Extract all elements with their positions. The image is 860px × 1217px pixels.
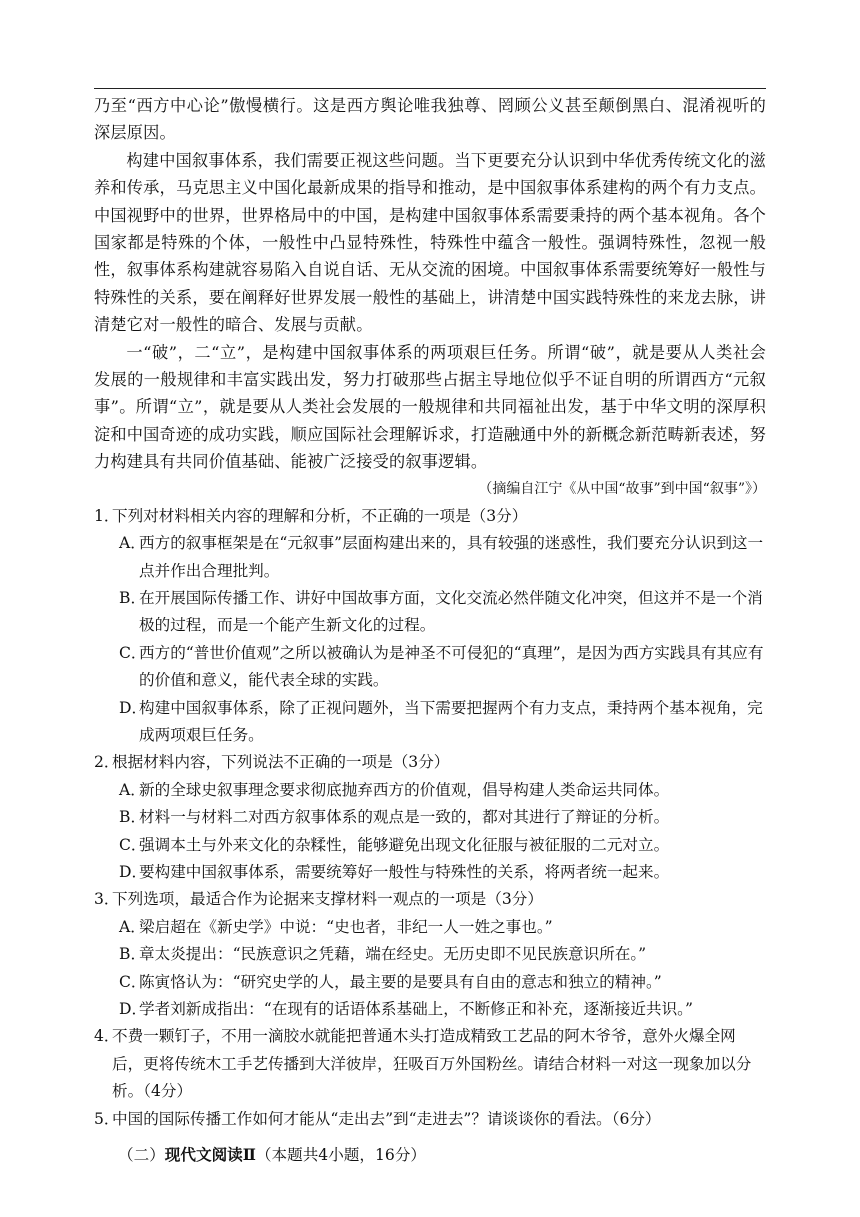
option-1c bbox=[94, 640, 766, 695]
option-text: 西方的叙事框架是在“元叙事”层面构建出来的，具有较强的迷惑性，我们要充分认识到这一点并作出合理批判。 bbox=[139, 534, 764, 580]
option-text: 陈寅恪认为：“研究史学的人，最主要的是要具有自由的意志和独立的精神。” bbox=[139, 972, 662, 991]
question-2 bbox=[94, 749, 766, 886]
option-text: 新的全球史叙事理念要求彻底抛弃西方的价值观，倡导构建人类命运共同体。 bbox=[139, 780, 670, 799]
option-text: 西方的“普世价值观”之所以被确认为是神圣不可侵犯的“真理”，是因为西方实践具有其应有的价值和意义，能代表全球的实践。 bbox=[139, 643, 764, 690]
option-3d bbox=[94, 996, 766, 1023]
question-text: 中国的国际传播工作如何才能从“走出去”到“走进去”？请谈谈你的看法。（6分） bbox=[112, 1109, 661, 1128]
option-2c bbox=[94, 832, 766, 859]
option-label: A． bbox=[119, 780, 146, 799]
option-text: 要构建中国叙事体系，需要统筹好一般性与特殊性的关系，将两者统一起来。 bbox=[139, 862, 670, 881]
option-label: C． bbox=[119, 972, 147, 991]
option-text: 强调本土与外来文化的杂糅性，能够避免出现文化征服与被征服的二元对立。 bbox=[139, 835, 670, 854]
option-label: D． bbox=[119, 862, 148, 881]
passage-paragraph-1: 乃至“西方中心论”傲慢横行。这是西方舆论唯我独尊、罔顾公义甚至颠倒黑白、混淆视听的深层原因。 bbox=[94, 96, 766, 143]
option-text: 材料一与材料二对西方叙事体系的观点是一致的，都对其进行了辩证的分析。 bbox=[139, 808, 670, 827]
section-note: （本题共4小题，16分） bbox=[255, 1146, 427, 1165]
option-text: 章太炎提出：“民族意识之凭藉，端在经史。无历史即不见民族意识所在。” bbox=[139, 945, 647, 964]
option-1a bbox=[94, 530, 766, 585]
passage-source: （摘编自江宁《从中国“故事”到中国“叙事”》） bbox=[478, 480, 766, 497]
question-text: 不费一颗钉子，不用一滴胶水就能把普通木头打造成精致工艺品的阿木爷爷，意外火爆全网后，更将传统木工手艺传播到大洋彼岸，狂吸百万外国粉丝。请结合材料一对这一现象加以分析。（4分） bbox=[112, 1027, 752, 1101]
option-1d bbox=[94, 695, 766, 750]
option-2a bbox=[94, 777, 766, 804]
question-1 bbox=[94, 503, 766, 750]
page-content bbox=[94, 92, 766, 1171]
question-number: 5． bbox=[94, 1109, 120, 1128]
question-stem bbox=[94, 749, 766, 776]
option-3a bbox=[94, 914, 766, 941]
question-text: 下列选项，最适合作为论据来支撑材料一观点的一项是（3分） bbox=[112, 890, 543, 909]
option-2b bbox=[94, 804, 766, 831]
section-heading bbox=[118, 1139, 766, 1171]
question-stem bbox=[94, 1106, 766, 1133]
question-number: 4． bbox=[94, 1027, 120, 1046]
section-prefix: （二） bbox=[118, 1146, 165, 1165]
option-label: B． bbox=[119, 945, 147, 964]
question-text: 下列对材料相关内容的理解和分析，不正确的一项是（3分） bbox=[112, 506, 528, 525]
question-4 bbox=[94, 1023, 766, 1105]
question-stem bbox=[94, 1023, 766, 1105]
option-2d bbox=[94, 859, 766, 886]
question-stem bbox=[94, 886, 766, 913]
question-number: 3． bbox=[94, 890, 120, 909]
header-rule bbox=[94, 88, 766, 89]
option-3c bbox=[94, 969, 766, 996]
question-text: 根据材料内容，下列说法不正确的一项是（3分） bbox=[112, 753, 450, 772]
option-text: 在开展国际传播工作、讲好中国故事方面，文化交流必然伴随文化冲突，但这并不是一个消极的过程，而是一个能产生新文化的过程。 bbox=[139, 588, 763, 635]
question-stem bbox=[94, 503, 766, 530]
option-label: D． bbox=[119, 1000, 148, 1018]
option-text: 学者刘新成指出：“在现有的话语体系基础上，不断修正和补充，逐渐接近共识。” bbox=[139, 1000, 693, 1018]
question-number: 1． bbox=[94, 506, 120, 525]
option-label: C． bbox=[119, 835, 147, 854]
option-text: 梁启超在《新史学》中说：“史也者，非纪一人一姓之事也。” bbox=[139, 917, 553, 936]
option-label: B． bbox=[119, 808, 147, 827]
option-1b bbox=[94, 585, 766, 640]
option-label: A． bbox=[119, 534, 146, 553]
question-5 bbox=[94, 1106, 766, 1133]
section-title: 现代文阅读Ⅱ bbox=[164, 1145, 256, 1165]
option-label: D． bbox=[119, 698, 148, 717]
passage-paragraph-3: 一“破”，二“立”，是构建中国叙事体系的两项艰巨任务。所谓“破”，就是要从人类社会发展的一般规律和丰富实践出发，努力打破那些占据主导地位似乎不证自明的所谓西方“元叙事”。所谓“立”，就是要从人类社会发展的一般规律和共同福祉出发，基于中华文明的深厚积淀和中国奇迹的成功实践，顺应国际社会理解诉求，打造融通中外的新概念新范畴新表述，努力构建具有共同价值基础、能被广泛接受的叙事逻辑。 bbox=[94, 342, 766, 472]
option-label: B． bbox=[119, 588, 147, 607]
option-label: C． bbox=[119, 643, 147, 662]
option-text: 构建中国叙事体系，除了正视问题外，当下需要把握两个有力支点，秉持两个基本视角，完成两项艰巨任务。 bbox=[139, 698, 763, 744]
option-label: A． bbox=[119, 917, 146, 936]
option-3b bbox=[94, 941, 766, 968]
question-number: 2． bbox=[94, 753, 120, 772]
passage-paragraph-2: 构建中国叙事体系，我们需要正视这些问题。当下更要充分认识到中华优秀传统文化的滋养和传承，马克思主义中国化最新成果的指导和推动，是中国叙事体系建构的两个有力支点。中国视野中的世界，世界格局中的中国，是构建中国叙事体系需要秉持的两个基本视角。各个国家都是特殊的个体，一般性中凸显特殊性，特殊性中蕴含一般性。强调特殊性，忽视一般性，叙事体系构建就容易陷入自说自话、无从交流的困境。中国叙事体系需要统筹好一般性与特殊性的关系，要在阐释好世界发展一般性的基础上，讲清楚中国实践特殊性的来龙去脉，讲清楚它对一般性的暗合、发展与贡献。 bbox=[94, 150, 766, 335]
question-3 bbox=[94, 886, 766, 1023]
